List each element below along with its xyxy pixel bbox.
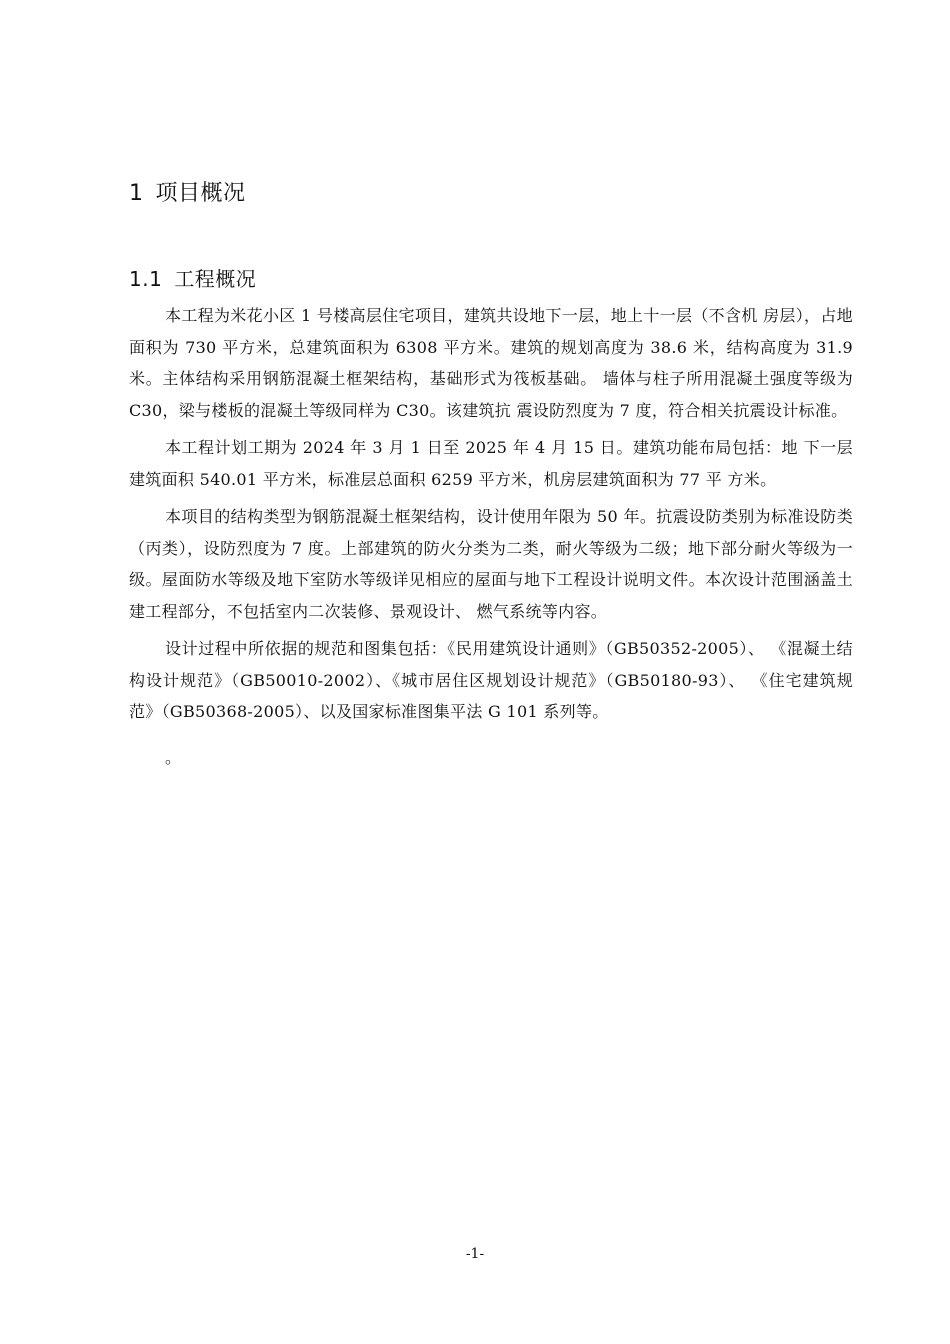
paragraph-structure: 本项目的结构类型为钢筋混凝土框架结构，设计使用年限为 50 年。抗震设防类别为标准设防类（丙类），设防烈度为 7 度。上部建筑的防火分类为二类，耐火等级为二级；地下部分耐火等级为一级。屋面防水等级及地下室防水等级详见相应的屋面与地下工程设计说明文件。本次设计范围涵盖土建工程部分，不包括室内二次装修、景观设计、 燃气系统等内容。	[129, 507, 853, 621]
paragraph-project-overview: 本工程为米花小区 1 号楼高层住宅项目，建筑共设地下一层，地上十一层（不含机 房层），占地面积为 730 平方米，总建筑面积为 6308 平方米。建筑的规划高度为 38.6 米，结构高度为 31.9 米。主体结构采用钢筋混凝土框架结构，基础形式为筏板基础。 墙体与柱子所用混凝土强度等级为 C30，梁与楼板的混凝土等级同样为 C30。该建筑抗 震设防烈度为 7 度，符合相关抗震设计标准。	[129, 306, 853, 420]
section-heading-1	[129, 178, 853, 210]
section-title: 项目概况	[155, 181, 246, 206]
subsection-number: 1.1	[129, 267, 163, 291]
paragraph-standards: 设计过程中所依据的规范和图集包括：《民用建筑设计通则》（GB50352-2005）、 《混凝土结构设计规范》（GB50010-2002）、《城市居住区规划设计规范》（GB50180-93）、 《住宅建筑规范》（GB50368-2005）、以及国家标准图集平法 G 101 系列等。	[129, 639, 853, 721]
page-content	[129, 178, 853, 773]
subsection-title: 工程概况	[174, 267, 257, 291]
trailing-punctuation: 。	[165, 747, 182, 767]
section-number: 1	[129, 181, 144, 206]
subsection-heading-1-1	[129, 264, 853, 294]
paragraph-schedule: 本工程计划工期为 2024 年 3 月 1 日至 2025 年 4 月 15 日。建筑功能布局包括：地 下一层建筑面积 540.01 平方米，标准层总面积 6259 平方米，机房层建筑面积为 77 平 方米。	[129, 438, 853, 489]
page-number: -1-	[465, 1246, 485, 1262]
